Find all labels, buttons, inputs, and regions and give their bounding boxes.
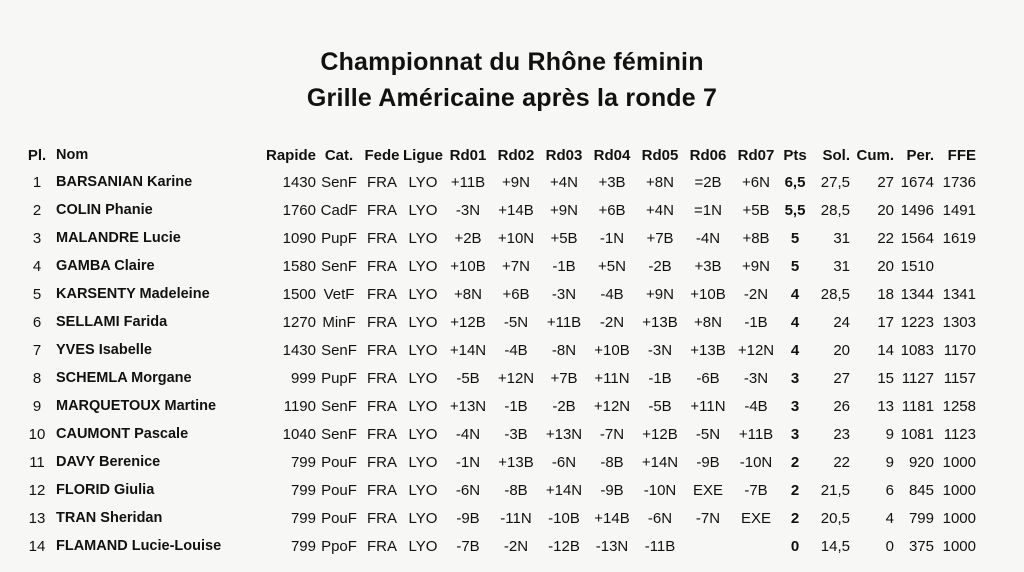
cell-rd03: +9N bbox=[550, 201, 578, 219]
cell-name: BARSANIAN Karine bbox=[56, 174, 193, 190]
header-rapid-rating: Rapide bbox=[265, 146, 316, 164]
cell-rapid-rating: 1500 bbox=[282, 285, 316, 303]
cell-rd04: -1N bbox=[599, 229, 625, 247]
cell-category: PupF bbox=[321, 369, 357, 387]
cell-rapid-rating: 1760 bbox=[282, 201, 316, 219]
cell-rd04: -2N bbox=[599, 313, 625, 331]
table-row bbox=[18, 168, 976, 196]
cell-rd07: +6N bbox=[742, 173, 770, 191]
cell-rd03: -1B bbox=[552, 257, 576, 275]
cell-rd07: +9N bbox=[742, 257, 770, 275]
cell-category: SenF bbox=[321, 397, 357, 415]
cell-ffe-rating: 1000 bbox=[942, 453, 976, 471]
cell-rd03: +11B bbox=[546, 313, 582, 331]
cell-federation: FRA bbox=[367, 537, 397, 555]
cell-cumulative: 15 bbox=[877, 369, 894, 387]
cell-rd04: -4B bbox=[600, 285, 624, 303]
cell-points: 2 bbox=[790, 509, 800, 527]
cell-name: SCHEMLA Morgane bbox=[56, 370, 192, 386]
cell-place: 7 bbox=[32, 341, 42, 359]
cell-rd01: -1N bbox=[455, 453, 481, 471]
table-row bbox=[18, 252, 976, 280]
cell-points: 3 bbox=[790, 425, 800, 443]
table-row bbox=[18, 532, 976, 560]
cell-rd01: +12B bbox=[450, 313, 486, 331]
cell-rd05: -2B bbox=[648, 257, 672, 275]
cell-rd05: +13B bbox=[642, 313, 678, 331]
cell-rd05: +4N bbox=[646, 201, 674, 219]
cell-place: 11 bbox=[29, 453, 45, 471]
cell-rd02: +13B bbox=[498, 453, 534, 471]
table-row bbox=[18, 392, 976, 420]
table-row bbox=[18, 420, 976, 448]
cell-rd03: -10B bbox=[548, 509, 580, 527]
cell-cumulative: 20 bbox=[877, 201, 894, 219]
cell-rd06: +8N bbox=[694, 313, 722, 331]
header-rd03: Rd03 bbox=[545, 146, 583, 164]
cell-rd06: -7N bbox=[695, 509, 721, 527]
cell-performance: 1181 bbox=[901, 397, 934, 415]
cell-performance: 799 bbox=[908, 509, 934, 527]
page-subtitle: Grille Américaine après la ronde 7 bbox=[306, 84, 718, 112]
cell-rd04: +12N bbox=[593, 397, 631, 415]
cell-solkoff: 27,5 bbox=[820, 173, 850, 191]
cell-rapid-rating: 999 bbox=[290, 369, 316, 387]
cell-ffe-rating: 1491 bbox=[942, 201, 976, 219]
cell-federation: FRA bbox=[367, 453, 397, 471]
table-row bbox=[18, 504, 976, 532]
cell-category: CadF bbox=[320, 201, 358, 219]
header-ffe-rating: FFE bbox=[947, 146, 976, 164]
cell-cumulative: 6 bbox=[885, 481, 894, 499]
cell-league: LYO bbox=[408, 537, 438, 555]
cell-place: 5 bbox=[32, 285, 42, 303]
cell-league: LYO bbox=[408, 285, 438, 303]
cell-ffe-rating: 1000 bbox=[942, 537, 976, 555]
header-rd02: Rd02 bbox=[497, 146, 535, 164]
cell-points: 4 bbox=[790, 285, 800, 303]
cell-rd01: -7B bbox=[456, 537, 480, 555]
cell-rd07: +11B bbox=[738, 425, 774, 443]
cell-solkoff: 21,5 bbox=[820, 481, 850, 499]
cell-solkoff: 22 bbox=[833, 453, 850, 471]
cell-ffe-rating: 1170 bbox=[943, 341, 976, 359]
cell-name: MALANDRE Lucie bbox=[56, 230, 181, 246]
cell-league: LYO bbox=[408, 229, 438, 247]
cell-cumulative: 9 bbox=[885, 453, 894, 471]
cell-rd03: -2B bbox=[552, 397, 576, 415]
header-league: Ligue bbox=[403, 146, 443, 164]
cell-rd02: -11N bbox=[500, 509, 532, 527]
cell-rd07: +8B bbox=[742, 229, 770, 247]
cell-rd05: +8N bbox=[646, 173, 674, 191]
cell-category: PpoF bbox=[321, 537, 357, 555]
cell-rd06: +11N bbox=[690, 397, 726, 415]
cell-points: 4 bbox=[790, 313, 800, 331]
cell-place: 6 bbox=[32, 313, 42, 331]
cell-rd03: +7B bbox=[550, 369, 578, 387]
cell-ffe-rating: 1123 bbox=[943, 425, 976, 443]
cell-ffe-rating: 1341 bbox=[942, 285, 976, 303]
cell-federation: FRA bbox=[367, 509, 397, 527]
cell-league: LYO bbox=[408, 201, 438, 219]
header-solkoff: Sol. bbox=[822, 146, 850, 164]
cell-place: 1 bbox=[32, 173, 42, 191]
cell-rd05: +12B bbox=[642, 425, 678, 443]
cell-performance: 1510 bbox=[900, 257, 934, 275]
cell-rd04: -9B bbox=[600, 481, 624, 499]
cell-federation: FRA bbox=[367, 173, 397, 191]
cell-points: 3 bbox=[790, 369, 800, 387]
cell-rd06: -4N bbox=[695, 229, 721, 247]
cell-rapid-rating: 1040 bbox=[282, 425, 316, 443]
cell-rd04: +6B bbox=[598, 201, 626, 219]
cell-rd07: -7B bbox=[744, 481, 768, 499]
cell-name: KARSENTY Madeleine bbox=[56, 286, 210, 302]
header-category: Cat. bbox=[324, 146, 354, 164]
cell-solkoff: 31 bbox=[833, 257, 850, 275]
cell-ffe-rating: 1000 bbox=[942, 509, 976, 527]
cell-federation: FRA bbox=[367, 369, 397, 387]
cell-ffe-rating: 1619 bbox=[942, 229, 976, 247]
cell-rd05: -3N bbox=[647, 341, 673, 359]
cell-rd07: -3N bbox=[743, 369, 769, 387]
cell-category: MinF bbox=[322, 313, 356, 331]
table-row bbox=[18, 476, 976, 504]
cell-cumulative: 13 bbox=[877, 397, 894, 415]
cell-name: SELLAMI Farida bbox=[56, 314, 168, 330]
cell-federation: FRA bbox=[367, 229, 397, 247]
cell-rd02: -3B bbox=[504, 425, 528, 443]
cell-rd04: +10B bbox=[594, 341, 630, 359]
cell-rd07: -4B bbox=[744, 397, 768, 415]
cell-federation: FRA bbox=[367, 313, 397, 331]
cell-rd06: -6B bbox=[696, 369, 720, 387]
cell-rd05: +14N bbox=[641, 453, 679, 471]
cell-points: 5,5 bbox=[784, 201, 806, 219]
cell-rd01: +14N bbox=[449, 341, 487, 359]
cell-rd01: +2B bbox=[454, 229, 482, 247]
cell-points: 3 bbox=[790, 397, 800, 415]
header-rd04: Rd04 bbox=[593, 146, 631, 164]
cell-rd01: +8N bbox=[454, 285, 482, 303]
cell-league: LYO bbox=[408, 397, 438, 415]
cell-ffe-rating: 1736 bbox=[942, 173, 976, 191]
header-points: Pts bbox=[783, 146, 807, 164]
cell-rd07: -10N bbox=[739, 453, 773, 471]
cell-rd06 bbox=[684, 532, 732, 560]
cell-rd04: -8B bbox=[600, 453, 624, 471]
cell-rd02: +6B bbox=[502, 285, 530, 303]
cell-points: 5 bbox=[790, 229, 800, 247]
cell-league: LYO bbox=[408, 369, 438, 387]
cell-solkoff: 27 bbox=[833, 369, 850, 387]
cell-federation: FRA bbox=[367, 425, 397, 443]
header-place: Pl. bbox=[27, 146, 47, 164]
cell-rd01: -3N bbox=[455, 201, 481, 219]
cell-rd02: -8B bbox=[504, 481, 528, 499]
cell-name: GAMBA Claire bbox=[56, 258, 155, 274]
cell-federation: FRA bbox=[367, 341, 397, 359]
cell-rapid-rating: 799 bbox=[290, 509, 316, 527]
cell-rd07: +5B bbox=[742, 201, 770, 219]
cell-cumulative: 14 bbox=[877, 341, 894, 359]
cell-rd02: +9N bbox=[502, 173, 530, 191]
cell-place: 8 bbox=[32, 369, 42, 387]
cell-name: FLAMAND Lucie-Louise bbox=[56, 538, 222, 554]
cell-category: SenF bbox=[321, 173, 357, 191]
cell-rd02: +10N bbox=[497, 229, 535, 247]
cell-rd04: +11N bbox=[594, 369, 630, 387]
cell-league: LYO bbox=[408, 341, 438, 359]
header-performance: Per. bbox=[906, 146, 934, 164]
cell-ffe-rating: 1303 bbox=[942, 313, 976, 331]
cell-federation: FRA bbox=[367, 257, 397, 275]
cell-rd04: -13N bbox=[595, 537, 629, 555]
cell-ffe-rating bbox=[934, 252, 976, 280]
cell-category: PouF bbox=[321, 453, 357, 471]
cell-points: 2 bbox=[790, 481, 800, 499]
cell-rd01: -6N bbox=[455, 481, 481, 499]
cell-rapid-rating: 1430 bbox=[282, 341, 316, 359]
header-federation: Fede bbox=[364, 146, 400, 164]
cell-league: LYO bbox=[408, 453, 438, 471]
cell-points: 6,5 bbox=[784, 173, 806, 191]
cell-cumulative: 20 bbox=[877, 257, 894, 275]
cell-category: PouF bbox=[321, 481, 357, 499]
cell-solkoff: 20 bbox=[833, 341, 850, 359]
header-rd01: Rd01 bbox=[449, 146, 487, 164]
cell-rd01: -5B bbox=[456, 369, 480, 387]
cell-place: 14 bbox=[28, 537, 46, 555]
cell-rd03: -6N bbox=[551, 453, 577, 471]
cell-ffe-rating: 1000 bbox=[942, 481, 976, 499]
cell-rd06: -9B bbox=[696, 453, 720, 471]
cell-rd01: -9B bbox=[456, 509, 480, 527]
cell-performance: 1127 bbox=[901, 369, 934, 387]
cell-name: FLORID Giulia bbox=[56, 482, 155, 498]
page-title: Championnat du Rhône féminin bbox=[320, 48, 704, 76]
cell-federation: FRA bbox=[367, 397, 397, 415]
cell-rd05: +7B bbox=[646, 229, 674, 247]
cell-category: SenF bbox=[321, 257, 357, 275]
cell-solkoff: 28,5 bbox=[820, 201, 850, 219]
cell-rd04: +3B bbox=[598, 173, 626, 191]
cell-name: YVES Isabelle bbox=[56, 342, 152, 358]
cell-place: 10 bbox=[28, 425, 46, 443]
cell-rd02: -5N bbox=[503, 313, 529, 331]
cell-rd02: -1B bbox=[504, 397, 528, 415]
cell-rd02: +14B bbox=[498, 201, 534, 219]
cell-rapid-rating: 799 bbox=[290, 453, 316, 471]
cell-performance: 1081 bbox=[900, 425, 934, 443]
cell-solkoff: 14,5 bbox=[820, 537, 850, 555]
cell-solkoff: 23 bbox=[833, 425, 850, 443]
cell-league: LYO bbox=[408, 173, 438, 191]
cell-rd06: =2B bbox=[694, 173, 722, 191]
cell-rd06: +10B bbox=[690, 285, 726, 303]
cell-rd06: +13B bbox=[690, 341, 726, 359]
cell-federation: FRA bbox=[367, 285, 397, 303]
table-row bbox=[18, 336, 976, 364]
table-row bbox=[18, 224, 976, 252]
cell-performance: 1564 bbox=[900, 229, 934, 247]
cell-rd02: +7N bbox=[502, 257, 530, 275]
cell-rd04: +5N bbox=[598, 257, 626, 275]
cell-performance: 1223 bbox=[900, 313, 934, 331]
cell-cumulative: 4 bbox=[885, 509, 894, 527]
cell-solkoff: 20,5 bbox=[820, 509, 850, 527]
cell-rd06: -5N bbox=[695, 425, 721, 443]
cell-rd05: -11B bbox=[644, 537, 676, 555]
table-row bbox=[18, 448, 976, 476]
cell-rd02: -4B bbox=[504, 341, 528, 359]
cell-category: PouF bbox=[321, 509, 357, 527]
cell-rd03: +5B bbox=[550, 229, 578, 247]
cell-performance: 375 bbox=[908, 537, 934, 555]
cell-cumulative: 17 bbox=[877, 313, 894, 331]
cell-rapid-rating: 1580 bbox=[282, 257, 316, 275]
table-row bbox=[18, 364, 976, 392]
cell-performance: 1674 bbox=[900, 173, 934, 191]
cell-performance: 1496 bbox=[900, 201, 934, 219]
header-rd05: Rd05 bbox=[641, 146, 679, 164]
cell-rd03: -12B bbox=[548, 537, 580, 555]
cell-rd07 bbox=[732, 532, 780, 560]
table-row bbox=[18, 196, 976, 224]
cell-points: 2 bbox=[790, 453, 800, 471]
cell-rd01: -4N bbox=[455, 425, 481, 443]
cell-name: TRAN Sheridan bbox=[56, 510, 163, 526]
cell-rd04: +14B bbox=[594, 509, 630, 527]
standings-table bbox=[18, 142, 976, 560]
cell-category: VetF bbox=[323, 285, 355, 303]
table-header-row bbox=[18, 142, 976, 168]
cell-rd01: +10B bbox=[450, 257, 486, 275]
header-name: Nom bbox=[56, 147, 89, 163]
cell-rd03: -8N bbox=[551, 341, 577, 359]
cell-league: LYO bbox=[408, 425, 438, 443]
cell-ffe-rating: 1157 bbox=[943, 369, 976, 387]
cell-name: COLIN Phanie bbox=[56, 202, 153, 218]
cell-rd05: -1B bbox=[648, 369, 672, 387]
cell-rd01: +11B bbox=[450, 173, 486, 191]
cell-name: MARQUETOUX Martine bbox=[56, 398, 217, 414]
cell-cumulative: 22 bbox=[877, 229, 894, 247]
cell-points: 4 bbox=[790, 341, 800, 359]
cell-name: CAUMONT Pascale bbox=[56, 426, 189, 442]
cell-points: 5 bbox=[790, 257, 800, 275]
cell-cumulative: 0 bbox=[885, 537, 894, 555]
cell-place: 13 bbox=[28, 509, 46, 527]
cell-rd05: -5B bbox=[648, 397, 672, 415]
table-row bbox=[18, 308, 976, 336]
header-rd06: Rd06 bbox=[689, 146, 727, 164]
cell-rd07: -2N bbox=[743, 285, 769, 303]
cell-rd03: +4N bbox=[550, 173, 578, 191]
cell-place: 9 bbox=[32, 397, 42, 415]
cell-rd03: +14N bbox=[545, 481, 583, 499]
header-rd07: Rd07 bbox=[737, 146, 775, 164]
cell-solkoff: 28,5 bbox=[820, 285, 850, 303]
cell-performance: 1344 bbox=[900, 285, 934, 303]
cell-league: LYO bbox=[408, 509, 438, 527]
cell-rapid-rating: 1090 bbox=[282, 229, 316, 247]
cell-place: 4 bbox=[32, 257, 42, 275]
cell-place: 12 bbox=[28, 481, 46, 499]
cell-category: PupF bbox=[321, 229, 357, 247]
cell-rd06: =1N bbox=[694, 201, 722, 219]
cell-rd07: -1B bbox=[744, 313, 768, 331]
cell-performance: 920 bbox=[908, 453, 934, 471]
cell-rd04: -7N bbox=[599, 425, 625, 443]
cell-rd02: -2N bbox=[503, 537, 529, 555]
cell-rapid-rating: 799 bbox=[290, 537, 316, 555]
cell-name: DAVY Berenice bbox=[56, 454, 161, 470]
cell-rapid-rating: 1270 bbox=[282, 313, 316, 331]
cell-points: 0 bbox=[790, 537, 800, 555]
cell-solkoff: 26 bbox=[833, 397, 850, 415]
cell-cumulative: 18 bbox=[877, 285, 894, 303]
cell-league: LYO bbox=[408, 481, 438, 499]
header-cumulative: Cum. bbox=[856, 146, 894, 164]
cell-rapid-rating: 799 bbox=[290, 481, 316, 499]
cell-rd07: EXE bbox=[740, 509, 771, 527]
cell-performance: 845 bbox=[908, 481, 934, 499]
cell-league: LYO bbox=[408, 313, 438, 331]
table-body bbox=[18, 168, 976, 560]
cell-rd06: +3B bbox=[694, 257, 722, 275]
cell-ffe-rating: 1258 bbox=[942, 397, 976, 415]
cell-rd05: -10N bbox=[643, 481, 677, 499]
cell-solkoff: 24 bbox=[833, 313, 850, 331]
cell-rd03: +13N bbox=[545, 425, 583, 443]
cell-category: SenF bbox=[321, 341, 357, 359]
table-row bbox=[18, 280, 976, 308]
cell-place: 3 bbox=[32, 229, 42, 247]
cell-rd06: EXE bbox=[692, 481, 723, 499]
cell-solkoff: 31 bbox=[833, 229, 850, 247]
cell-category: SenF bbox=[321, 425, 357, 443]
cell-rapid-rating: 1430 bbox=[282, 173, 316, 191]
cell-rd03: -3N bbox=[551, 285, 577, 303]
cell-cumulative: 27 bbox=[877, 173, 894, 191]
cell-rd05: +9N bbox=[646, 285, 674, 303]
cell-rapid-rating: 1190 bbox=[283, 397, 316, 415]
cell-rd05: -6N bbox=[647, 509, 673, 527]
cell-place: 2 bbox=[32, 201, 42, 219]
cell-cumulative: 9 bbox=[885, 425, 894, 443]
cell-rd01: +13N bbox=[449, 397, 487, 415]
cell-league: LYO bbox=[408, 257, 438, 275]
cell-federation: FRA bbox=[367, 481, 397, 499]
cell-federation: FRA bbox=[367, 201, 397, 219]
cell-performance: 1083 bbox=[900, 341, 934, 359]
cell-rd07: +12N bbox=[737, 341, 775, 359]
cell-rd02: +12N bbox=[497, 369, 535, 387]
